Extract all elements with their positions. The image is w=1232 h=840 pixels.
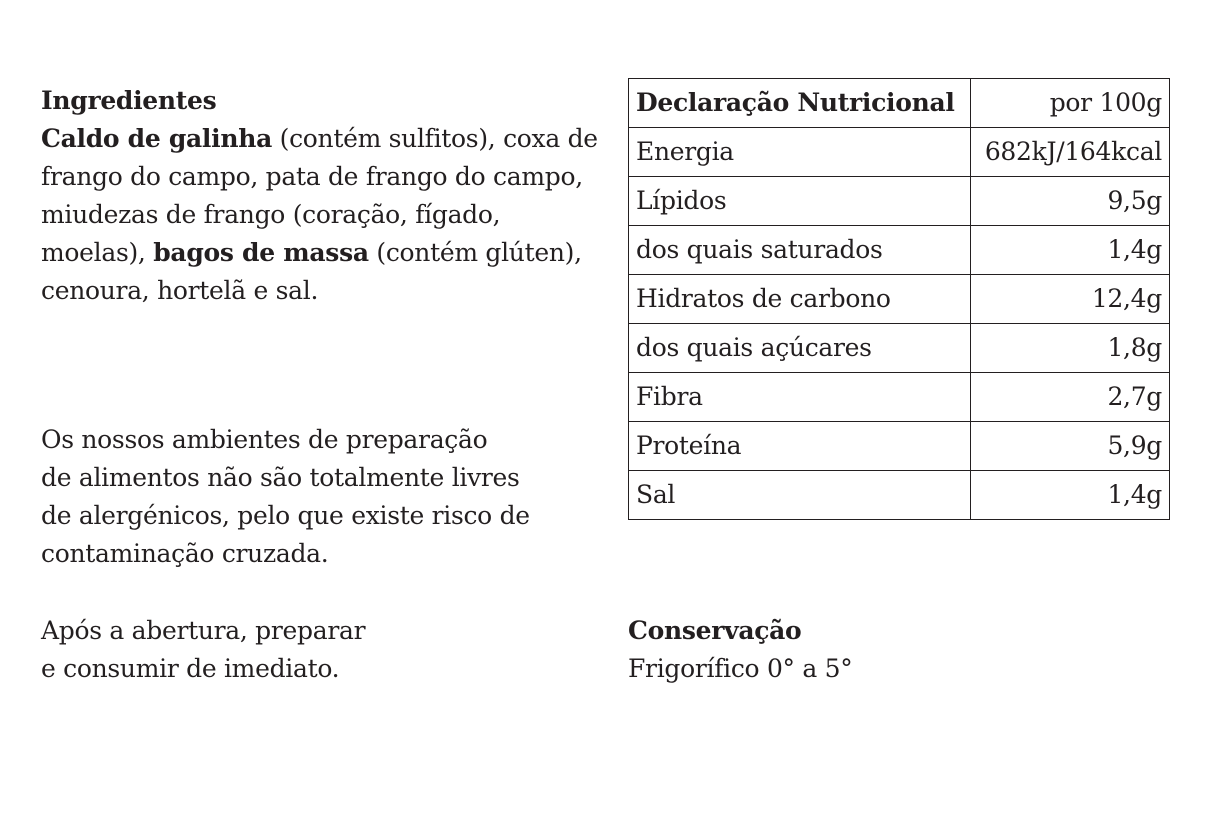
nutrient-value: 12,4g — [971, 275, 1170, 324]
ingredient-bold-2: bagos de massa — [153, 238, 369, 267]
ingredient-text-2: (contém glúten), cenoura, hortelã e sal. — [41, 238, 582, 305]
nutrient-value: 682kJ/164kcal — [971, 128, 1170, 177]
nutrition-row — [629, 177, 1170, 226]
nutrition-header-row — [629, 79, 1170, 128]
allergen-line: de alergénicos, pelo que existe risco de — [41, 501, 530, 530]
ingredient-text-1: (contém sulfitos), coxa de frango do campo, pata de frango do campo, miudezas de frango (coração, fígado, moelas), — [41, 124, 598, 267]
nutrient-value: 5,9g — [971, 422, 1170, 471]
allergen-line: de alimentos não são totalmente livres — [41, 463, 520, 492]
nutrition-row — [629, 471, 1170, 520]
nutrition-header-value: por 100g — [971, 79, 1170, 128]
ingredient-bold-1: Caldo de galinha — [41, 124, 272, 153]
nutrition-header-label: Declaração Nutricional — [629, 79, 971, 128]
nutrition-row — [629, 226, 1170, 275]
allergen-line: contaminação cruzada. — [41, 539, 329, 568]
nutrition-row — [629, 324, 1170, 373]
nutrient-label: Energia — [629, 128, 971, 177]
nutrition-table — [628, 78, 1170, 520]
ingredients-section — [41, 82, 601, 310]
opening-line: e consumir de imediato. — [41, 654, 340, 683]
nutrition-row — [629, 128, 1170, 177]
nutrient-label: dos quais açúcares — [629, 324, 971, 373]
ingredients-heading: Ingredientes — [41, 86, 217, 115]
nutrient-label: Hidratos de carbono — [629, 275, 971, 324]
nutrient-label: Lípidos — [629, 177, 971, 226]
opening-line: Após a abertura, preparar — [41, 616, 366, 645]
conservation-text: Frigorífico 0° a 5° — [628, 654, 853, 683]
nutrition-row — [629, 275, 1170, 324]
nutrient-label: dos quais saturados — [629, 226, 971, 275]
nutrition-row — [629, 422, 1170, 471]
allergen-line: Os nossos ambientes de preparação — [41, 425, 488, 454]
nutrient-value: 2,7g — [971, 373, 1170, 422]
nutrition-row — [629, 373, 1170, 422]
nutrient-label: Proteína — [629, 422, 971, 471]
ingredients-text — [41, 120, 601, 310]
conservation-heading: Conservação — [628, 616, 802, 645]
opening-note — [41, 612, 601, 688]
allergen-note — [41, 421, 601, 573]
nutrient-label: Sal — [629, 471, 971, 520]
nutrient-label: Fibra — [629, 373, 971, 422]
nutrient-value: 9,5g — [971, 177, 1170, 226]
nutrient-value: 1,8g — [971, 324, 1170, 373]
nutrient-value: 1,4g — [971, 226, 1170, 275]
nutrient-value: 1,4g — [971, 471, 1170, 520]
conservation-section — [628, 612, 1188, 688]
